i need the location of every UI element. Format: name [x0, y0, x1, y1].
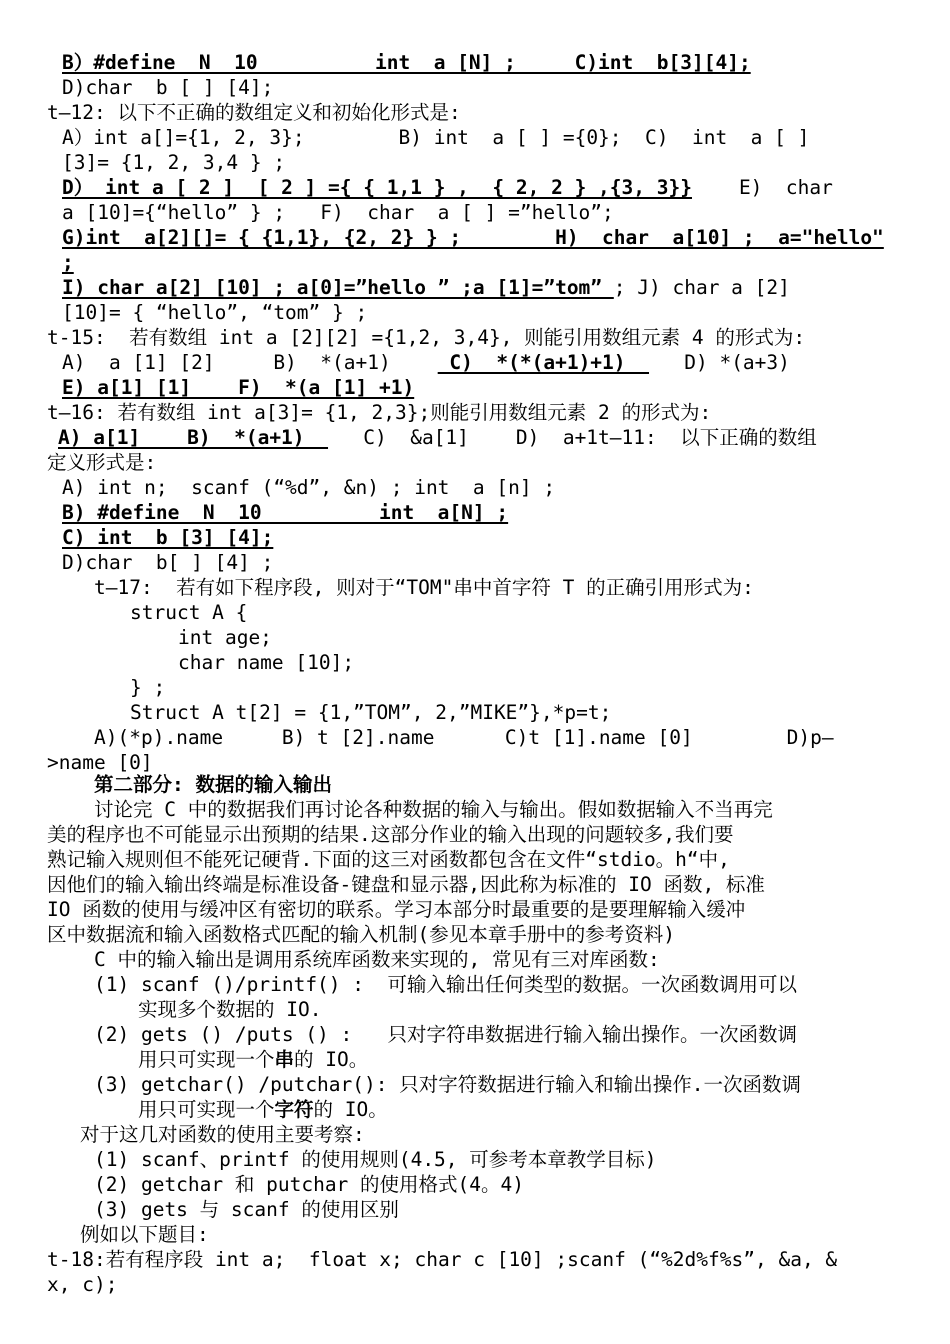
- text-line: [130, 675, 165, 700]
- text-run: D) *(a+3): [649, 351, 790, 374]
- text-run: 讨论完 C 中的数据我们再讨论各种数据的输入与输出。假如数据输入不当再完: [94, 798, 773, 821]
- text-line: [62, 75, 273, 100]
- text-line: [47, 450, 156, 475]
- text-run: [3]= {1, 2, 3,4 } ;: [62, 151, 286, 174]
- text-line: [47, 897, 745, 922]
- text-run: t—12: 以下不正确的数组定义和初始化形式是:: [47, 101, 461, 124]
- text-run: (2) gets () /puts () : 只对字符串数据进行输入输出操作。一次函数调: [94, 1023, 798, 1046]
- text-line: [62, 550, 273, 575]
- text-run: C) *(*(a+1)+1): [437, 351, 650, 374]
- text-line: [47, 400, 711, 425]
- text-run: a [10]={“hello” } ; F) char a [ ] =”hello”;: [62, 201, 614, 224]
- text-run: 熟记输入规则但不能死记硬背.下面的这三对函数都包含在文件“stdio。h“中,: [47, 848, 730, 871]
- text-run: IO 函数的使用与缓冲区有密切的联系。学习本部分时最重要的是要理解输入缓冲: [47, 898, 746, 921]
- text-run: C 中的输入输出是调用系统库函数来实现的, 常见有三对库函数:: [94, 948, 660, 971]
- text-line: [138, 1047, 368, 1072]
- text-run: 实现多个数据的 IO.: [138, 998, 322, 1021]
- text-line: [94, 972, 797, 997]
- text-line: [94, 947, 660, 972]
- text-line: [62, 250, 74, 275]
- text-run: A) int n; scanf (“%d”, &n) ; int a [n] ;: [62, 476, 556, 499]
- text-run: B）#define N 10 int a [N] ; C)int b[3][4];: [62, 51, 751, 74]
- text-line: [138, 1097, 388, 1122]
- text-line: [62, 475, 555, 500]
- text-run: (3) gets 与 scanf 的使用区别: [94, 1198, 399, 1221]
- text-run: int age;: [178, 626, 272, 649]
- text-run: 用只可实现一个: [138, 1048, 275, 1071]
- text-run: 例如以下题目:: [80, 1223, 209, 1246]
- text-line: [178, 650, 354, 675]
- text-run: ; J) char a [2]: [613, 276, 790, 299]
- text-line: [47, 100, 461, 125]
- text-run: t-15: 若有数组 int a [2][2] ={1,2, 3,4}, 则能引用数组元素 4 的形式为:: [47, 326, 806, 349]
- text-line: [47, 822, 733, 847]
- text-run: (1) scanf ()/printf() : 可输入输出任何类型的数据。一次函数调用可以: [94, 973, 798, 996]
- text-run: t—17: 若有如下程序段, 则对于“TOM"串中首字符 T 的正确引用形式为:: [94, 576, 754, 599]
- text-line: [47, 325, 805, 350]
- text-line: [62, 200, 614, 225]
- text-line: [47, 872, 765, 897]
- text-line: [178, 625, 272, 650]
- text-line: [94, 725, 834, 750]
- text-line: [62, 275, 790, 300]
- text-run: } ;: [130, 676, 166, 699]
- text-line: [47, 1272, 117, 1297]
- text-run: E) a[1] [1] F) *(a [1] +1): [62, 376, 415, 399]
- text-line: [62, 525, 273, 550]
- text-run: 串: [274, 1048, 295, 1071]
- text-line: [47, 847, 730, 872]
- text-run: t-18:若有程序段 int a; float x; char c [10] ;scanf (“%2d%f%s”, &a, &: [47, 1248, 838, 1271]
- text-line: [62, 300, 367, 325]
- text-line: [62, 375, 414, 400]
- text-line: [62, 50, 751, 75]
- text-run: A)(*p).name B) t [2].name C)t [1].name [0] D)p—: [94, 726, 834, 749]
- text-run: G)int a[2][]= { {1,1}, {2, 2} } ; H) char a[10] ; a="hello": [62, 226, 884, 249]
- text-run: t—16: 若有数组 int a[3]= {1, 2,3};则能引用数组元素 2 的形式为:: [47, 401, 712, 424]
- text-run: >name [0]: [47, 751, 153, 774]
- text-run: A）int a[]={1, 2, 3}; B) int a [ ] ={0}; C) int a [ ]: [62, 126, 810, 149]
- text-line: [94, 1022, 797, 1047]
- text-run: Struct A t[2] = {1,”TOM”, 2,”MIKE”},*p=t;: [130, 701, 612, 724]
- text-run: 字符: [274, 1098, 314, 1121]
- text-run: D)char b [ ] [4];: [62, 76, 274, 99]
- text-line: [94, 797, 773, 822]
- text-run: E) char: [691, 176, 833, 199]
- text-run: C) &a[1] D) a+1t—11: 以下正确的数组: [328, 426, 817, 449]
- text-run: char name [10];: [178, 651, 355, 674]
- text-run: 美的程序也不可能显示出预期的结果.这部分作业的输入出现的问题较多,我们要: [47, 823, 734, 846]
- text-run: (3) getchar() /putchar(): 只对字符数据进行输入和输出操作.一次函数调: [94, 1073, 801, 1096]
- text-line: [130, 600, 247, 625]
- text-run: (1) scanf、printf 的使用规则(4.5, 可参考本章教学目标): [94, 1148, 657, 1171]
- text-line: [62, 225, 884, 250]
- text-run: 的 IO。: [313, 1098, 388, 1121]
- text-line: [80, 1222, 209, 1247]
- text-run: 对于这几对函数的使用主要考察:: [80, 1123, 365, 1146]
- text-run: 用只可实现一个: [138, 1098, 275, 1121]
- text-line: [62, 350, 790, 375]
- text-line: [130, 700, 611, 725]
- text-run: 第二部分: 数据的输入输出: [94, 773, 332, 796]
- text-run: I) char a[2] [10] ; a[0]=”hello ” ;a [1]=”tom”: [62, 276, 614, 299]
- text-run: B) #define N 10 int a[N] ;: [62, 501, 509, 524]
- text-line: [62, 500, 508, 525]
- text-line: [94, 1197, 399, 1222]
- text-run: A) a[1] B) *(a+1): [58, 426, 329, 449]
- text-line: [47, 922, 675, 947]
- text-line: [138, 997, 321, 1022]
- text-line: [62, 175, 833, 200]
- text-run: struct A {: [130, 601, 248, 624]
- text-run: D)char b[ ] [4] ;: [62, 551, 274, 574]
- text-run: 区中数据流和输入函数格式匹配的输入机制(参见本章手册中的参考资料): [47, 923, 675, 946]
- text-run: (2) getchar 和 putchar 的使用格式(4。4): [94, 1173, 524, 1196]
- text-line: [62, 150, 285, 175]
- text-line: [94, 575, 754, 600]
- text-line: [80, 1122, 365, 1147]
- text-run: C) int b [3] [4];: [62, 526, 274, 549]
- text-run: D） int a [ 2 ] [ 2 ] ={ { 1,1 } , { 2, 2 } ,{3, 3}}: [62, 176, 692, 199]
- text-line: [94, 1147, 657, 1172]
- text-line: [94, 1172, 524, 1197]
- text-line: [62, 125, 809, 150]
- text-run: [10]= { “hello”, “tom” } ;: [62, 301, 368, 324]
- text-line: [94, 1072, 801, 1097]
- text-run: x, c);: [47, 1273, 118, 1296]
- text-run: 的 IO。: [294, 1048, 369, 1071]
- text-run: 定义形式是:: [47, 451, 157, 474]
- text-line: [94, 772, 332, 797]
- text-run: 因他们的输入输出终端是标准设备-键盘和显示器,因此称为标准的 IO 函数, 标准: [47, 873, 765, 896]
- text-line: [47, 1247, 837, 1272]
- text-run: ;: [62, 251, 74, 274]
- text-line: [58, 425, 817, 450]
- text-run: A) a [1] [2] B) *(a+1): [62, 351, 438, 374]
